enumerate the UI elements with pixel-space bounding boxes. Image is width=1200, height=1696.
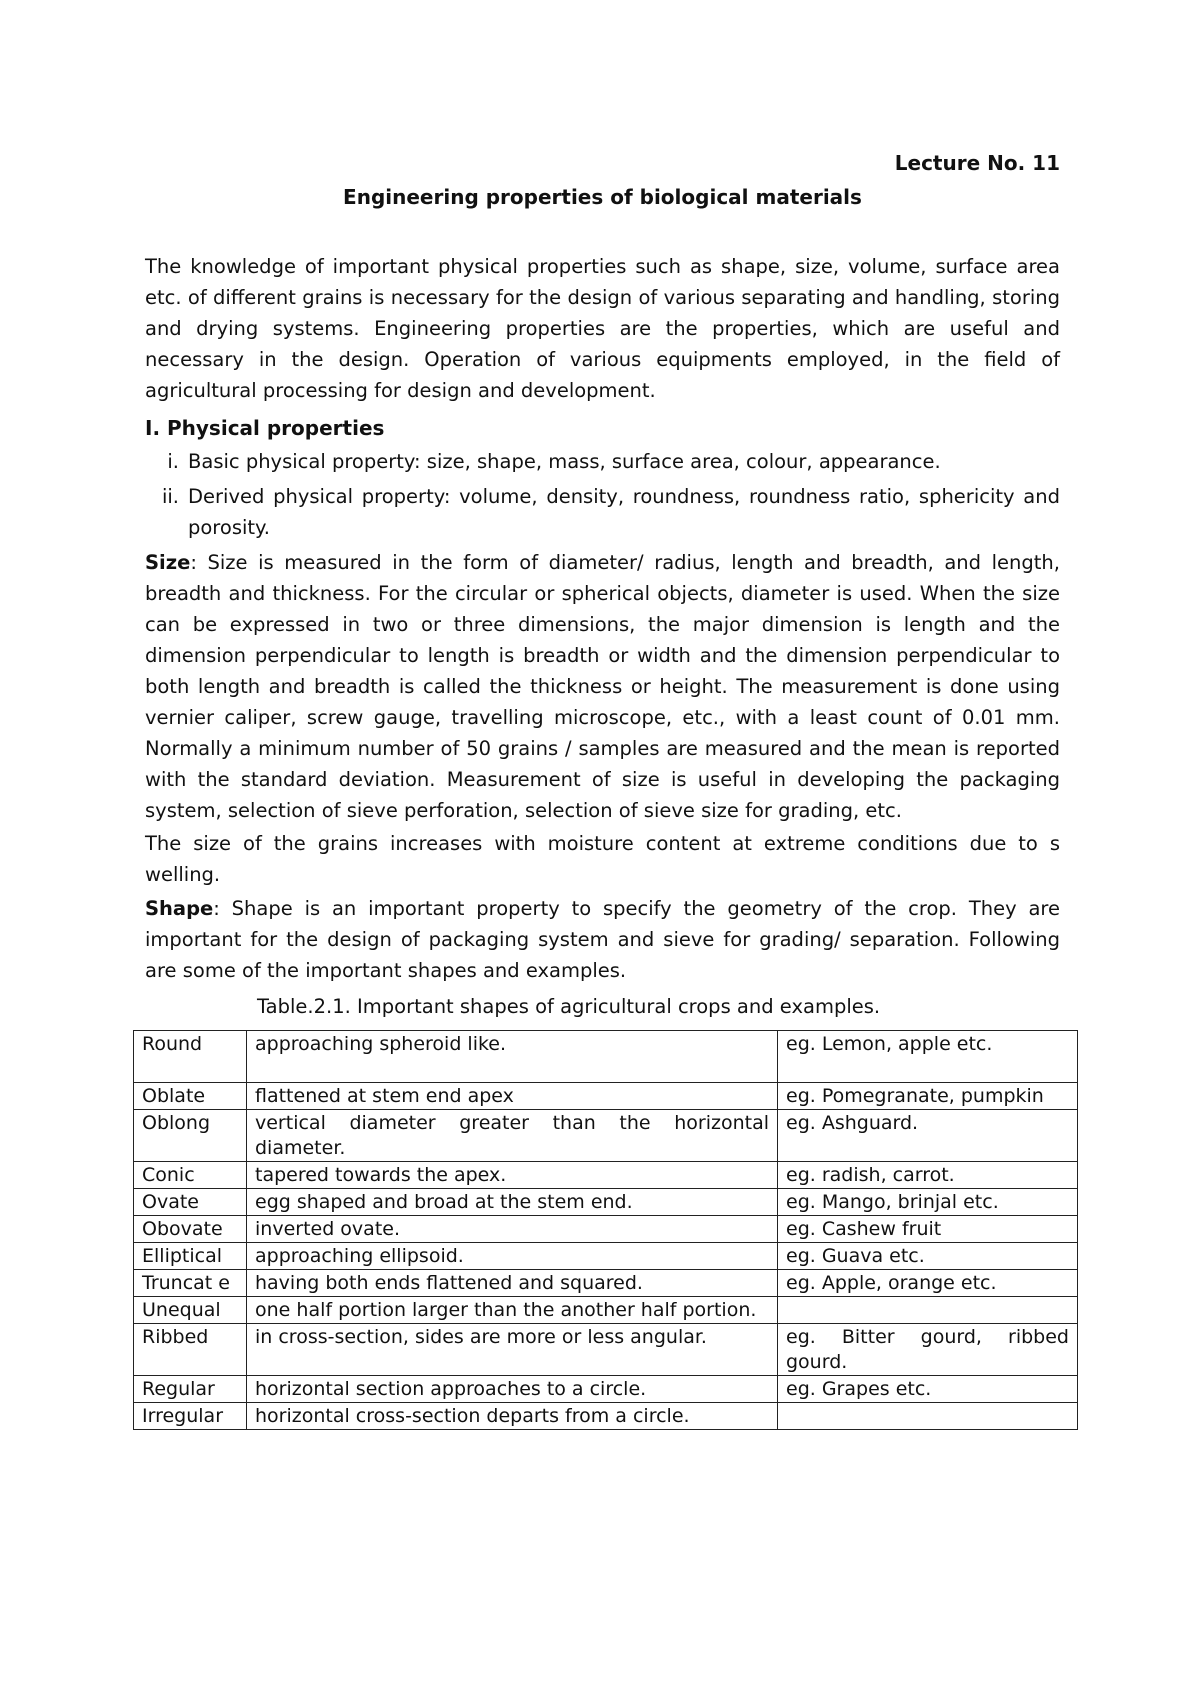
table-row [134, 1270, 1078, 1297]
list-item [145, 446, 1060, 477]
table-row [134, 1403, 1078, 1430]
size-text: : Size is measured in the form of diameter/ radius, length and breadth, and length, breadth and thickness. For the circular or spherical objects, diameter is used. When the size can be expressed in two or three dimensions, the major dimension is length and the dimension perpendicular to length is breadth or width and the dimension perpendicular to both length and breadth is called the thickness or height. The measurement is done using vernier caliper, screw gauge, travelling microscope, etc., with a least count of 0.01 mm. Normally a minimum number of 50 grains / samples are measured and the mean is reported with the standard deviation. Measurement of size is useful in developing the packaging system, selection of sieve perforation, selection of sieve size for grading, etc. [145, 551, 1060, 822]
shape-cell: Regular [134, 1376, 247, 1403]
description-cell: approaching ellipsoid. [247, 1243, 778, 1270]
table-row [134, 1110, 1078, 1162]
example-cell: eg. Cashew fruit [778, 1216, 1078, 1243]
table-row [134, 1297, 1078, 1324]
example-cell: eg. Ashguard. [778, 1110, 1078, 1162]
description-cell: tapered towards the apex. [247, 1162, 778, 1189]
list-item [145, 481, 1060, 543]
size-label: Size [145, 551, 191, 574]
document-title: Engineering properties of biological materials [343, 185, 862, 209]
shape-cell: Ovate [134, 1189, 247, 1216]
table-row [134, 1324, 1078, 1376]
description-cell: horizontal section approaches to a circle. [247, 1376, 778, 1403]
shape-cell: Truncat e [134, 1270, 247, 1297]
shape-cell: Ribbed [134, 1324, 247, 1376]
list-item-text: Basic physical property: size, shape, mass, surface area, colour, appearance. [188, 450, 941, 473]
shape-cell: Unequal [134, 1297, 247, 1324]
table-caption: Table.2.1. Important shapes of agricultural crops and examples. [257, 995, 881, 1018]
example-cell: eg. Mango, brinjal etc. [778, 1189, 1078, 1216]
shape-text: : Shape is an important property to specify the geometry of the crop. They are important for the design of packaging system and sieve for grading/ separation. Following are some of the important shapes and examples. [145, 897, 1060, 982]
table-row [134, 1376, 1078, 1403]
intro-paragraph: The knowledge of important physical properties such as shape, size, volume, surface area etc. of different grains is necessary for the design of various separating and handling, storing and drying systems. Engineering properties are the properties, which are useful and necessary in the design. Operation of various equipments employed, in the field of agricultural processing for design and development. [145, 255, 1060, 402]
description-cell: in cross-section, sides are more or less angular. [247, 1324, 778, 1376]
shape-cell: Obovate [134, 1216, 247, 1243]
example-cell [778, 1403, 1078, 1430]
list-item-number: ii. [161, 485, 179, 508]
lecture-number: Lecture No. 11 [894, 151, 1060, 175]
example-cell: eg. Apple, orange etc. [778, 1270, 1078, 1297]
table-row [134, 1162, 1078, 1189]
section-heading-physical-properties: I. Physical properties [145, 416, 385, 440]
swelling-paragraph: The size of the grains increases with moisture content at extreme conditions due to s welling. [145, 832, 1060, 886]
shape-paragraph [145, 893, 1060, 986]
example-cell: eg. radish, carrot. [778, 1162, 1078, 1189]
table-row [134, 1031, 1078, 1083]
shape-cell: Round [134, 1031, 247, 1083]
example-cell: eg. Bitter gourd, ribbed gourd. [778, 1324, 1078, 1376]
shape-cell: Oblate [134, 1083, 247, 1110]
description-cell: horizontal cross-section departs from a circle. [247, 1403, 778, 1430]
description-cell: egg shaped and broad at the stem end. [247, 1189, 778, 1216]
shape-cell: Oblong [134, 1110, 247, 1162]
description-cell: flattened at stem end apex [247, 1083, 778, 1110]
size-paragraph [145, 547, 1060, 826]
example-cell: eg. Guava etc. [778, 1243, 1078, 1270]
shape-label: Shape [145, 897, 214, 920]
example-cell: eg. Lemon, apple etc. [778, 1031, 1078, 1083]
shape-cell: Conic [134, 1162, 247, 1189]
description-cell: vertical diameter greater than the horizontal diameter. [247, 1110, 778, 1162]
description-cell: inverted ovate. [247, 1216, 778, 1243]
description-cell: one half portion larger than the another half portion. [247, 1297, 778, 1324]
example-cell: eg. Grapes etc. [778, 1376, 1078, 1403]
shape-cell: Irregular [134, 1403, 247, 1430]
shapes-table [133, 1030, 1078, 1430]
physical-properties-list [145, 446, 1060, 547]
shape-cell: Elliptical [134, 1243, 247, 1270]
table-row [134, 1083, 1078, 1110]
description-cell: approaching spheroid like. [247, 1031, 778, 1083]
table-row [134, 1243, 1078, 1270]
list-item-number: i. [167, 450, 179, 473]
table-row [134, 1189, 1078, 1216]
description-cell: having both ends flattened and squared. [247, 1270, 778, 1297]
example-cell: eg. Pomegranate, pumpkin [778, 1083, 1078, 1110]
table-row [134, 1216, 1078, 1243]
example-cell [778, 1297, 1078, 1324]
list-item-text: Derived physical property: volume, density, roundness, roundness ratio, sphericity and porosity. [188, 485, 1060, 539]
